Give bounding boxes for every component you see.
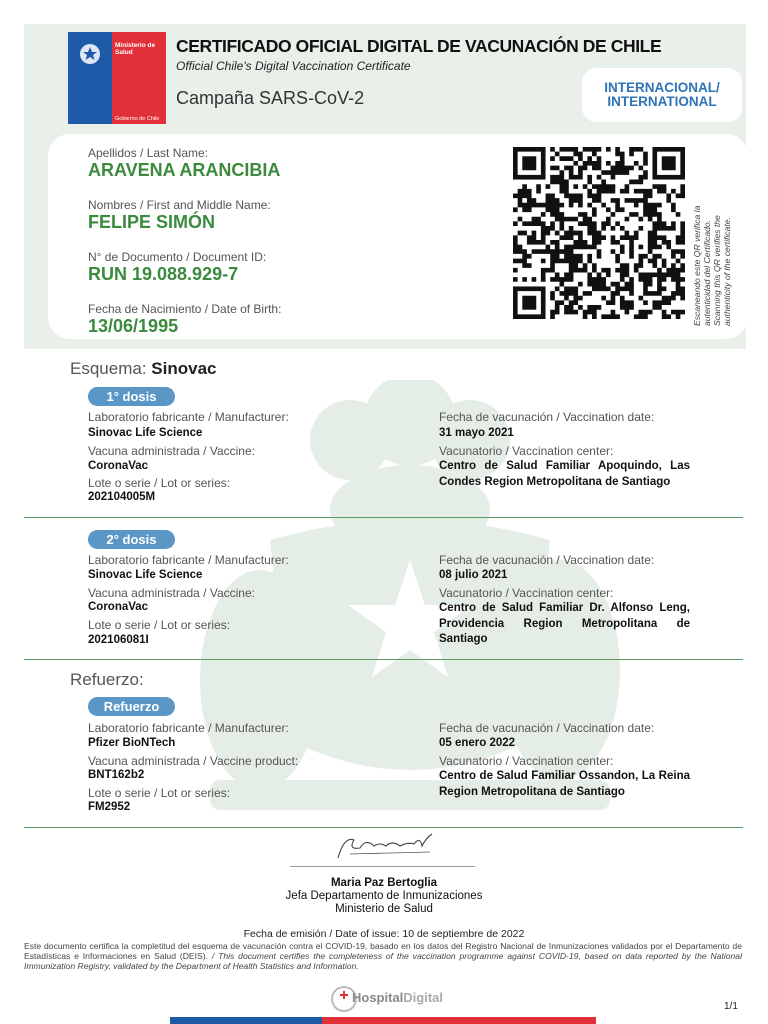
disclaimer-es: Este documento certifica la completitud del esquema de vacunación contra el COVID-19, basado en los datos del Registro Nacional de Inmunizaciones validados por el Departamento de Estadísticas e Informaciones en Salud (DEIS). [24,941,742,961]
booster-lot-label: Lote o serie / Lot or series: [88,786,231,800]
booster-manufacturer: Pfizer BioNTech [88,737,176,749]
dose2-center: Centro de Salud Familiar Dr. Alfonso Leng, Providencia Region Metropolitana de Santiago [439,602,690,645]
dose2-lot-label: Lote o serie / Lot or series: [88,618,231,632]
dose2-pill: 2° dosis [88,530,175,549]
last-name-value: ARAVENA ARANCIBIA [88,160,281,180]
dose2-vaccine-label: Vacuna administrada / Vaccine: [88,586,255,600]
scheme-name: Sinovac [151,359,217,378]
personal-info-card [48,134,748,339]
page-number: 1/1 [724,1001,738,1012]
first-name-value: FELIPE SIMÓN [88,212,216,232]
dose2-manufacturer: Sinovac Life Science [88,569,203,581]
certificate-title: CERTIFICADO OFICIAL DIGITAL DE VACUNACIÓN DE CHILE [176,36,662,56]
signature-image [330,828,440,864]
dose1-vaccine-label: Vacuna administrada / Vaccine: [88,444,255,458]
qr-verification-note [688,166,748,326]
campaign-name: Campaña SARS-CoV-2 [176,88,365,108]
booster-vaccine: BNT162b2 [88,769,145,781]
dose2-manufacturer-label: Laboratorio fabricante / Manufacturer: [88,553,289,567]
international-line1: INTERNACIONAL/ [604,80,720,95]
booster-heading: Refuerzo: [70,670,144,689]
brand-hospital: Hospital [352,990,404,1005]
qr-note-line4: authenticity of the certificate. [722,217,732,326]
gobierno-text: Gobierno de Chile [115,116,160,122]
qr-note-line2: autenticidad del Certificado. [702,219,712,326]
scheme-label: Esquema: [70,359,147,378]
dose1-manufacturer-label: Laboratorio fabricante / Manufacturer: [88,410,289,424]
signer-role: Jefa Departamento de Inmunizaciones [285,890,483,902]
qr-code[interactable] [513,147,685,319]
footer-bar-red [322,1017,596,1024]
booster-manufacturer-label: Laboratorio fabricante / Manufacturer: [88,721,289,735]
dose2-date-label: Fecha de vacunación / Vaccination date: [439,553,655,567]
qr-note-line3: Scanning this QR verifies the [712,215,722,326]
dose1-pill: 1° dosis [88,387,175,406]
certificate-subtitle: Official Chile's Digital Vaccination Certificate [176,59,411,73]
disclaimer-en: / This document certifies the completeness of the vaccination programme against COVID-19, based on data reported by the National Immunization Registry, validated by the Department of Health Statistics and Information. [24,951,742,971]
divider [24,659,743,660]
hospital-digital-brand [352,990,443,1005]
document-label: N° de Documento / Document ID: [88,250,267,264]
dob-label: Fecha de Nacimiento / Date of Birth: [88,302,282,316]
dose1-center: Centro de Salud Familiar Apoquindo, Las Condes Region Metropolitana de Santiago [439,460,690,488]
booster-date-label: Fecha de vacunación / Vaccination date: [439,721,655,735]
dose1-vaccine: CoronaVac [88,460,149,472]
brand-digital: Digital [403,990,444,1005]
dose2-vaccine: CoronaVac [88,601,149,613]
international-badge [582,68,742,122]
signer-org: Ministerio de Salud [335,903,433,915]
dose1-manufacturer: Sinovac Life Science [88,427,203,439]
divider [24,517,743,518]
scheme-heading [70,359,216,379]
booster-date: 05 enero 2022 [439,737,516,749]
qr-note-line1: Escaneando este QR verifica la [692,205,702,326]
chile-crest-icon [78,42,102,66]
dose2-date: 08 julio 2021 [439,569,508,581]
booster-lot: FM2952 [88,801,131,813]
booster-center-label: Vacunatorio / Vaccination center: [439,754,614,768]
booster-pill: Refuerzo [88,697,175,716]
dose1-date: 31 mayo 2021 [439,427,514,439]
issue-date: Fecha de emisión / Date of issue: 10 de septiembre de 2022 [243,928,525,940]
dose1-lot-label: Lote o serie / Lot or series: [88,476,231,490]
dob-value: 13/06/1995 [88,316,179,336]
ministry-name: Ministerio de Salud [115,42,156,56]
booster-vaccine-label: Vacuna administrada / Vaccine product: [88,754,299,768]
header-band [24,24,746,349]
dose1-center-label: Vacunatorio / Vaccination center: [439,444,614,458]
first-name-label: Nombres / First and Middle Name: [88,198,271,212]
disclaimer [24,941,742,971]
footer-bar-blue [170,1017,322,1024]
document-value: RUN 19.088.929-7 [88,264,239,284]
ministry-logo [68,32,166,124]
international-line2: INTERNATIONAL [607,94,717,109]
signature-line [290,866,475,867]
dose1-date-label: Fecha de vacunación / Vaccination date: [439,410,655,424]
dose2-lot: 202106081I [88,634,149,646]
last-name-label: Apellidos / Last Name: [88,146,209,160]
dose2-center-label: Vacunatorio / Vaccination center: [439,586,614,600]
signer-name: Maria Paz Bertoglia [330,877,438,889]
dose1-lot: 202104005M [88,491,156,503]
booster-center: Centro de Salud Familiar Ossandon, La Reina Region Metropolitana de Santiago [439,770,690,798]
